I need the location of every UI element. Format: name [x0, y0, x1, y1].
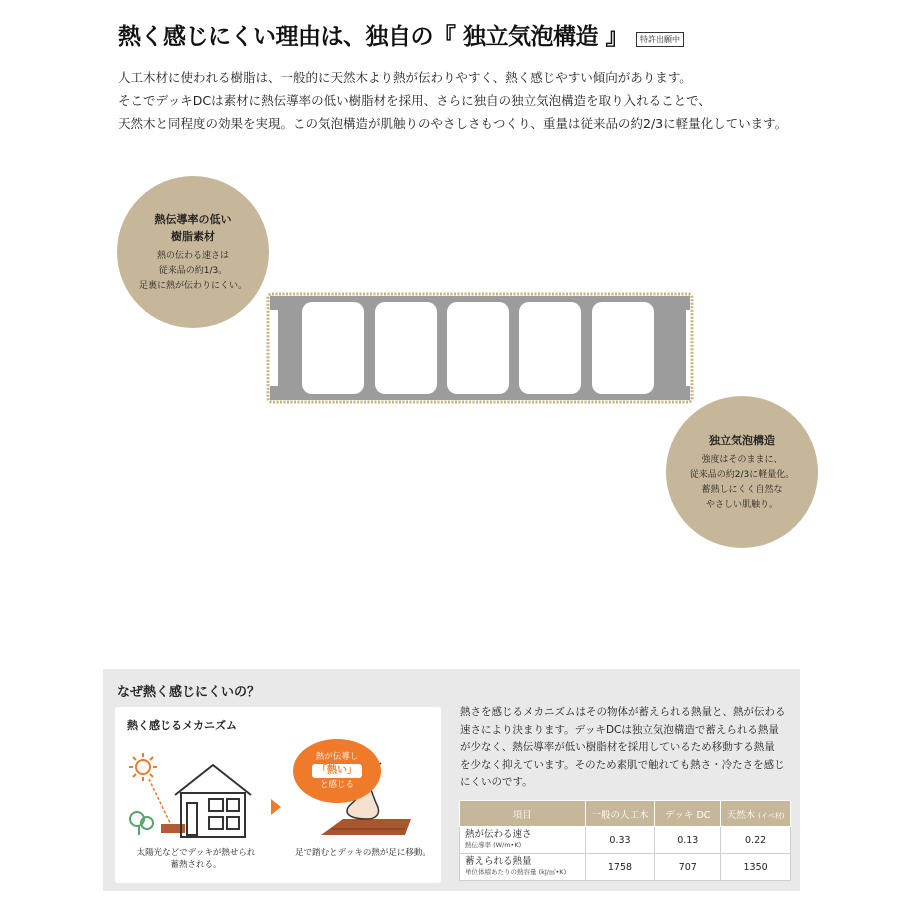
intro-text — [118, 66, 838, 135]
feature-body — [690, 453, 795, 513]
caption-line: 太陽光などでデッキが熱せられ — [136, 848, 256, 858]
table-cell: 0.33 — [585, 827, 655, 854]
heat-bubble — [293, 739, 381, 803]
feature-body-line: 熱の伝わる速さは — [156, 250, 229, 261]
feature-body-line: やさしい肌触り。 — [705, 499, 778, 510]
bubble-line: と感じる — [319, 780, 354, 790]
row-label-sub: 熱伝導率 (W/m•K) — [465, 841, 522, 849]
row-label-main: 蓄えられる熱量 — [465, 856, 532, 867]
feature-body-line: 従来品の約2/3に軽量化。 — [689, 469, 795, 480]
feature-body — [139, 249, 247, 294]
sun-icon — [129, 753, 171, 825]
bubble-hot-label: 「熱い」 — [312, 764, 362, 778]
feature-heading-line: 樹脂素材 — [171, 229, 215, 243]
header-natural-wood-label: 天然木 — [726, 809, 756, 821]
explanation-line: 熱さを感じるメカニズムはその物体が蓄えられる熱量と、熱が伝わる — [460, 706, 786, 718]
mechanism-title: 熱く感じるメカニズム — [127, 719, 237, 732]
feature-heading — [155, 211, 232, 245]
table-row — [460, 854, 791, 881]
patent-badge: 特許出願中 — [636, 32, 684, 47]
panel-title: なぜ熱く感じにくいの？ — [117, 685, 261, 700]
intro-line: 天然木と同程度の効果を実現。この気泡構造が肌触りのやさしさもつくり、重量は従来品の約2/3に軽量化しています。 — [118, 116, 788, 131]
header-natural-wood-note: (イペ材) — [758, 811, 785, 820]
intro-line: そこでデッキDCは素材に熱伝導率の低い樹脂材を採用、さらに独自の独立気泡構造を取り入れることで、 — [118, 93, 711, 108]
page-title-row — [118, 14, 798, 54]
caption-right: 足で踏むとデッキの熱が足に移動。 — [295, 848, 431, 858]
mechanism-card — [115, 707, 441, 883]
feature-heading-line: 独立気泡構造 — [709, 433, 775, 447]
feature-heading — [709, 432, 775, 449]
explanation-line: が少なく、熱伝導率が低い樹脂材を採用しているため移動する熱量 — [460, 741, 775, 753]
table-cell: 1350 — [721, 854, 791, 881]
deck-board-cross-section — [264, 290, 696, 406]
feature-body-line: 蓄熱しにくく自然な — [701, 484, 783, 495]
bubble-line: 熱が伝導し — [315, 752, 359, 762]
header-general-wood: 一般の人工木 — [585, 801, 655, 827]
table-cell: 1758 — [585, 854, 655, 881]
explanation-line: 速さにより決まります。デッキDCは独立気泡構造で蓄えられる熱量 — [460, 723, 779, 736]
row-label — [460, 827, 586, 854]
feature-body-line: 強度はそのままに、 — [701, 454, 783, 465]
explanation-text — [460, 704, 795, 792]
explanation-line: を少なく抑えています。そのため素肌で触れても熱さ・冷たさを感じ — [460, 758, 785, 771]
table-header-row — [460, 801, 791, 827]
row-label-main: 熱が伝わる速さ — [465, 829, 532, 840]
table-cell: 0.22 — [721, 827, 791, 854]
feature-body-line: 従来品の約1/3。 — [158, 265, 228, 276]
caption-left — [121, 847, 271, 871]
feature-circle-closed-cell — [666, 396, 818, 548]
explanation-line: にくいのです。 — [460, 776, 533, 788]
feature-body-line: 足裏に熱が伝わりにくい。 — [138, 280, 247, 291]
feature-heading-line: 熱伝導率の低い — [154, 212, 232, 226]
table-row — [460, 827, 791, 854]
caption-line: 蓄熱される。 — [170, 860, 222, 870]
why-panel — [103, 669, 800, 891]
row-label — [460, 854, 586, 881]
feature-circle-low-conductivity — [117, 176, 269, 328]
header-natural-wood — [721, 801, 791, 827]
header-deck-dc: デッキ DC — [655, 801, 721, 827]
table-cell: 707 — [655, 854, 721, 881]
header-item: 項目 — [460, 801, 586, 827]
comparison-table — [459, 800, 791, 881]
page-title: 熱く感じにくい理由は、独自の『 独立気泡構造 』 — [118, 23, 629, 50]
house-icon — [175, 765, 251, 837]
row-label-sub: 単位体積あたりの熱容量 (kJ/㎥•K) — [465, 868, 567, 876]
table-cell: 0.13 — [655, 827, 721, 854]
tree-icon — [130, 812, 153, 835]
arrow-right-icon — [271, 799, 281, 815]
intro-line: 人工木材に使われる樹脂は、一般的に天然木より熱が伝わりやすく、熱く感じやすい傾向があります。 — [118, 70, 692, 85]
